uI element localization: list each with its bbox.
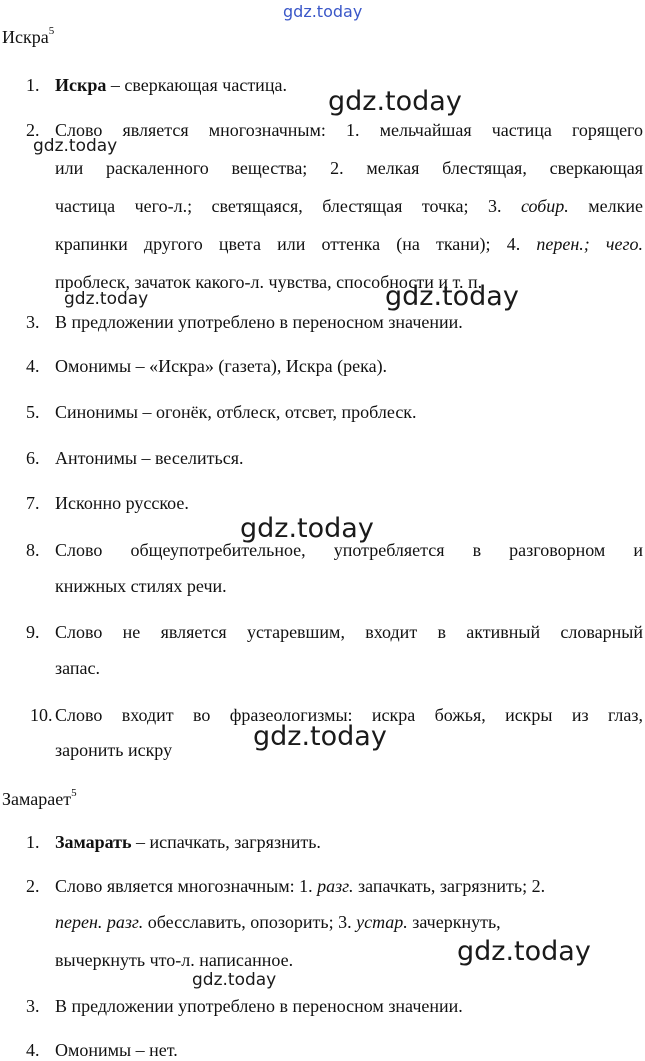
list-item: Слово является многозначным: 1. разг. запачкать, загрязнить; 2. перен. разг. обесславить, опозорить; 3. устар. зачеркнуть, вычеркнуть что-л. написанное.	[55, 876, 546, 970]
list-item: Слово входит во фразеологизмы: искра божья, искры из глаз, заронить искру	[55, 705, 643, 760]
list-number: 3.	[26, 312, 40, 332]
term: Замарать	[55, 832, 132, 852]
list-item: В предложении употреблено в переносном значении.	[55, 312, 463, 332]
watermark: gdz.today	[253, 721, 387, 752]
list-number: 4.	[26, 356, 40, 376]
list-item: Слово общеупотребительное, употребляется в разговорном и книжных стилях речи.	[55, 540, 643, 596]
list-number: 5.	[26, 402, 40, 422]
list-number: 10.	[30, 705, 53, 725]
list-number: 8.	[26, 540, 40, 560]
list-item: Исконно русское.	[55, 493, 189, 513]
watermark: gdz.today	[328, 86, 462, 117]
list-number: 7.	[26, 493, 40, 513]
list-number: 2.	[26, 876, 40, 896]
section-heading-zamaraet: Замарает$^5$	[2, 787, 77, 809]
top-watermark: gdz.today	[283, 2, 363, 21]
list-item: Синонимы – огонёк, отблеск, отсвет, проблеск.	[55, 402, 417, 422]
list-item: Замарать – испачкать, загрязнить.	[55, 832, 321, 852]
list-item: Слово не является устаревшим, входит в активный словарный запас.	[55, 622, 643, 678]
watermark: gdz.today	[457, 936, 591, 967]
list-number: 2.	[26, 120, 40, 140]
list-number: 3.	[26, 996, 40, 1016]
list-item: Омонимы – «Искра» (газета), Искра (река).	[55, 356, 388, 376]
watermark: gdz.today	[240, 513, 374, 544]
watermark: gdz.today	[33, 136, 118, 156]
list-item: Омонимы – нет.	[55, 1040, 178, 1060]
list-item: Искра – сверкающая частица.	[55, 75, 287, 95]
list-number: 1.	[26, 75, 40, 95]
watermark: gdz.today	[385, 281, 519, 312]
list-item: Слово является многозначным: 1. мельчайшая частица горящего или раскаленного вещества; 2. мелкая блестящая, сверкающая частица чего-л.; светящаяся, блестящая точка; 3. собир. мелкие крапинки другого цвета или оттенка (на ткани); 4. перен.; чего. проблеск, зачаток какого-л. чувства, способности и т. п.	[55, 120, 643, 292]
list-number: 6.	[26, 448, 40, 468]
list-number: 9.	[26, 622, 40, 642]
term: Искра	[55, 75, 107, 95]
list-number: 4.	[26, 1040, 40, 1060]
section-heading-iskra: Искра$^5$	[2, 25, 55, 47]
list-item: Антонимы – веселиться.	[55, 448, 244, 468]
watermark: gdz.today	[192, 970, 277, 990]
list-number: 1.	[26, 832, 40, 852]
list-item: В предложении употреблено в переносном значении.	[55, 996, 463, 1016]
watermark: gdz.today	[64, 289, 149, 309]
